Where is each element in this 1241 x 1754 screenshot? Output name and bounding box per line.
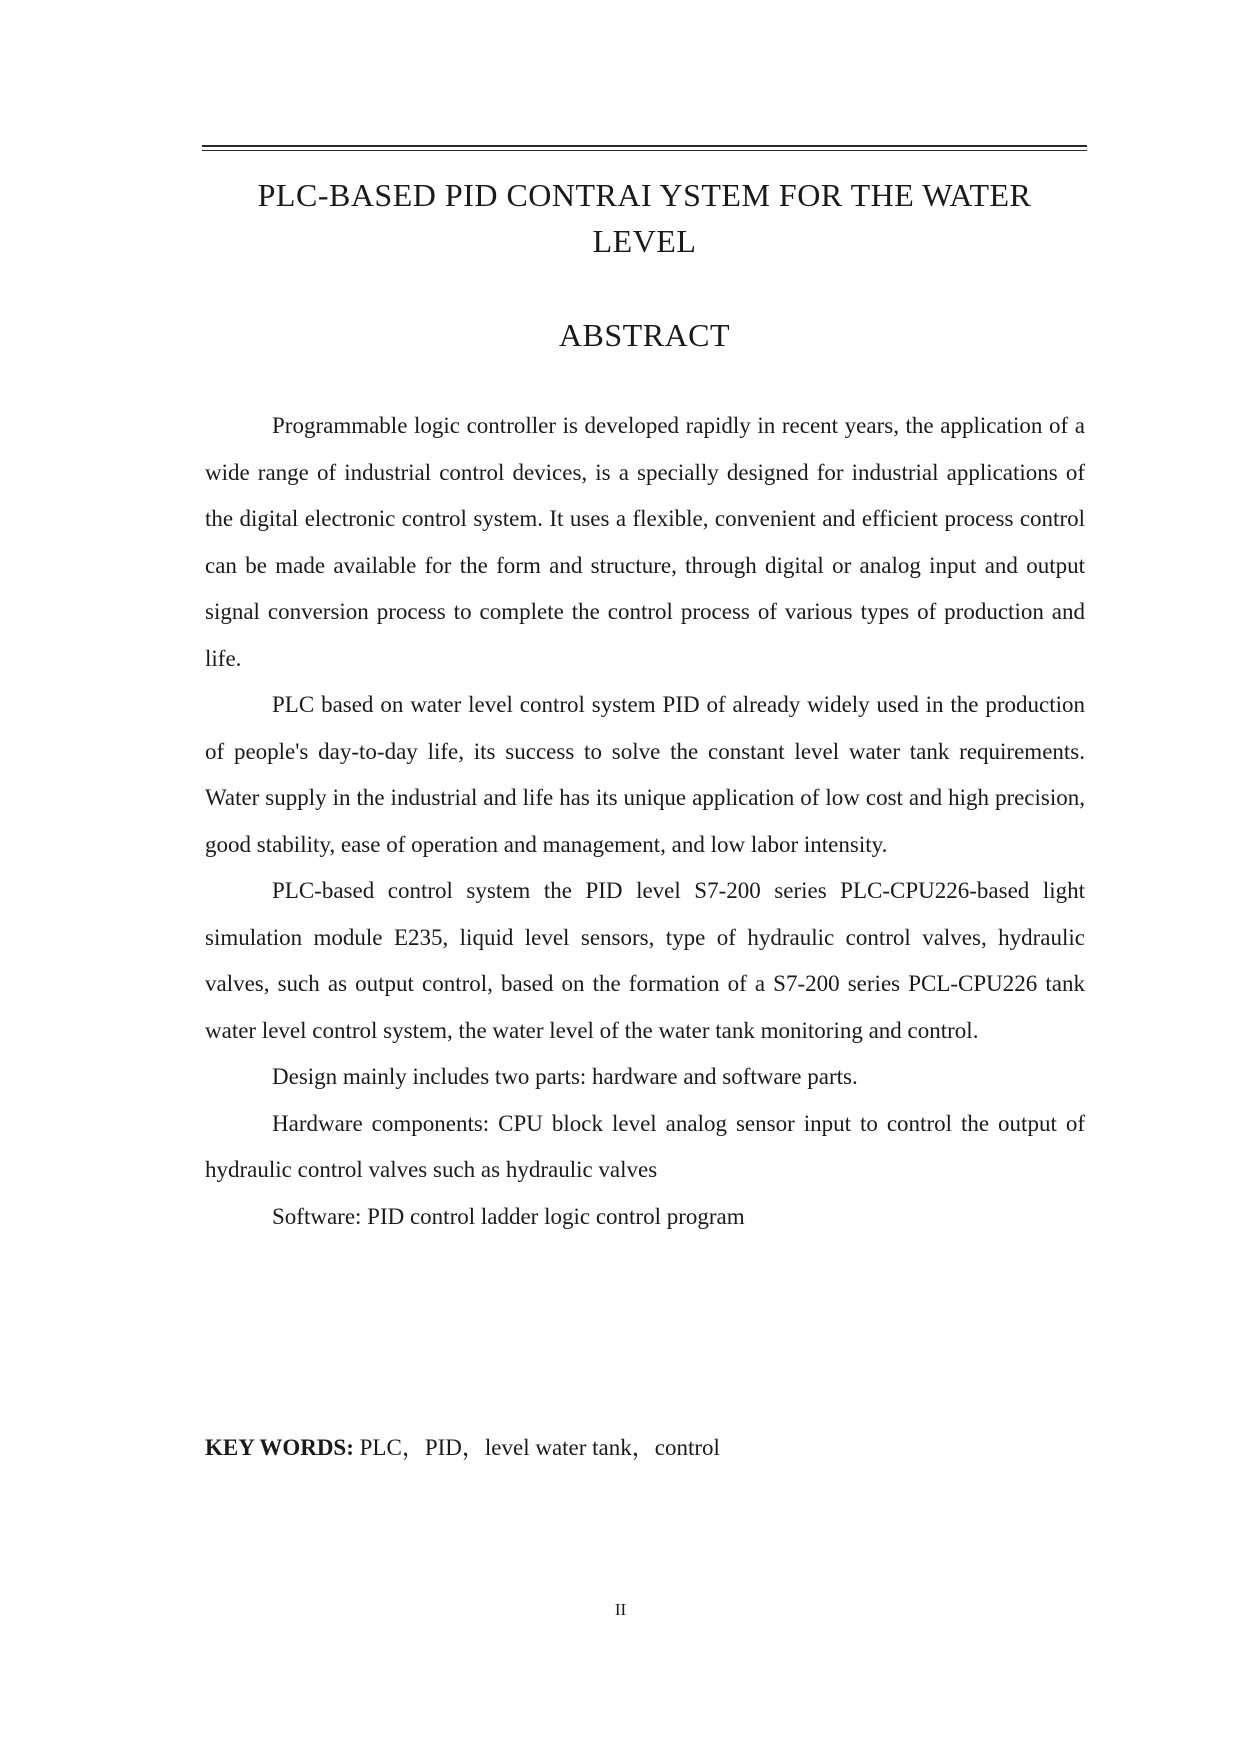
paper-title-line-2: LEVEL [592,223,697,259]
header-rule-thin [202,150,1087,151]
abstract-heading: ABSTRACT [558,317,731,353]
abstract-body [205,403,1085,1240]
paper-title [202,172,1087,264]
abstract-paragraph-2: PLC based on water level control system PID of already widely used in the production of people's day-to-day life, its success to solve the constant level water tank requirements. Water supply in the industrial and life has its unique application of low cost and high precision, good stability, ease of operation and management, and low labor intensity. [205,692,1085,857]
keywords-line [205,1425,720,1471]
page-number: II [614,1600,627,1619]
abstract-paragraph-6: Software: PID control ladder logic control program [272,1203,745,1229]
paper-title-line-1: PLC-BASED PID CONTRAI YSTEM FOR THE WATER [257,177,1032,213]
abstract-paragraph-1: Programmable logic controller is developed rapidly in recent years, the application of a wide range of industrial control devices, is a specially designed for industrial applications of the digital electronic control system. It uses a flexible, convenient and efficient process control can be made available for the form and structure, through digital or analog input and output signal conversion process to complete the control process of various types of production and life. [205,413,1085,671]
abstract-paragraph-4: Design mainly includes two parts: hardware and software parts. [272,1064,858,1089]
keywords-text: PLC，PID，level water tank，control [353,1435,720,1460]
abstract-paragraph-3: PLC-based control system the PID level S7-200 series PLC-CPU226-based light simulation module E235, liquid level sensors, type of hydraulic control valves, hydraulic valves, such as output control, based on the formation of a S7-200 series PCL-CPU226 tank water level control system, the water level of the water tank monitoring and control. [205,878,1085,1043]
abstract-paragraph-5: Hardware components: CPU block level analog sensor input to control the output of hydraulic control valves such as hydraulic valves [205,1110,1085,1182]
keywords-label: KEY WORDS: [205,1435,354,1460]
header-rule-thick [202,145,1087,147]
